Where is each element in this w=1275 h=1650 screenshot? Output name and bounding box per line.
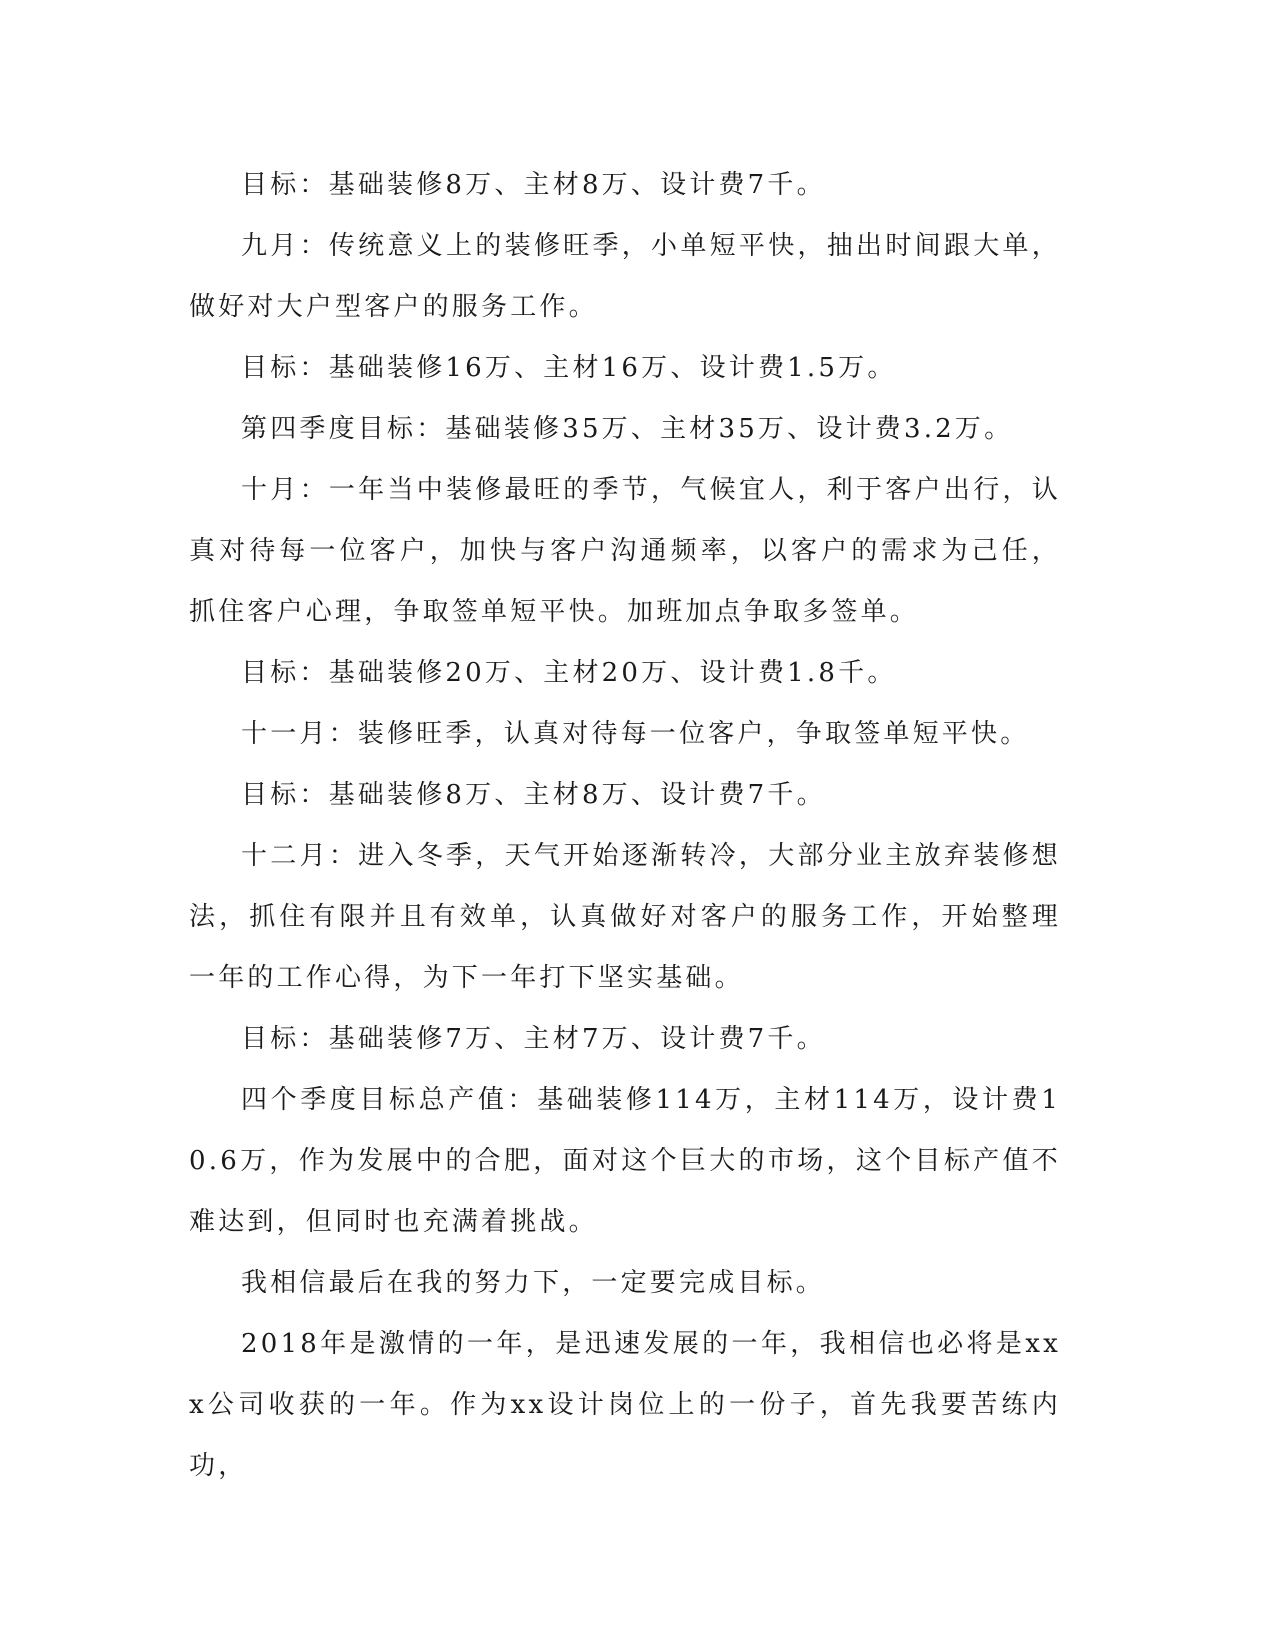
paragraph-annual-total: 四个季度目标总产值：基础装修114万，主材114万，设计费10.6万，作为发展中的合肥，面对这个巨大的市场，这个目标产值不难达到，但同时也充满着挑战。 xyxy=(189,1085,1061,1237)
paragraph-2018-outlook: 2018年是激情的一年，是迅速发展的一年，我相信也必将是xxx公司收获的一年。作为xx设计岗位上的一份子，首先我要苦练内功， xyxy=(189,1329,1061,1481)
document-body xyxy=(189,155,1061,1497)
paragraph-december: 十二月：进入冬季，天气开始逐渐转冷，大部分业主放弃装修想法，抓住有限并且有效单，认真做好对客户的服务工作，开始整理一年的工作心得，为下一年打下坚实基础。 xyxy=(189,841,1061,993)
paragraph-october: 十月：一年当中装修最旺的季节，气候宜人，利于客户出行，认真对待每一位客户，加快与客户沟通频率，以客户的需求为己任，抓住客户心理，争取签单短平快。加班加点争取多签单。 xyxy=(189,475,1061,627)
paragraph-commitment: 我相信最后在我的努力下，一定要完成目标。 xyxy=(241,1268,826,1298)
paragraph-q4-target: 第四季度目标：基础装修35万、主材35万、设计费3.2万。 xyxy=(241,414,1014,444)
paragraph-target-september: 目标：基础装修16万、主材16万、设计费1.5万。 xyxy=(241,353,897,383)
paragraph-target-november: 目标：基础装修8万、主材8万、设计费7千。 xyxy=(241,780,826,810)
paragraph-target-december: 目标：基础装修7万、主材7万、设计费7千。 xyxy=(241,1024,826,1054)
paragraph-target-october: 目标：基础装修20万、主材20万、设计费1.8千。 xyxy=(241,658,897,688)
paragraph-november: 十一月：装修旺季，认真对待每一位客户，争取签单短平快。 xyxy=(241,719,1030,749)
paragraph-target-q3-august: 目标：基础装修8万、主材8万、设计费7千。 xyxy=(241,170,826,200)
paragraph-september: 九月：传统意义上的装修旺季，小单短平快，抽出时间跟大单，做好对大户型客户的服务工作。 xyxy=(189,231,1061,322)
